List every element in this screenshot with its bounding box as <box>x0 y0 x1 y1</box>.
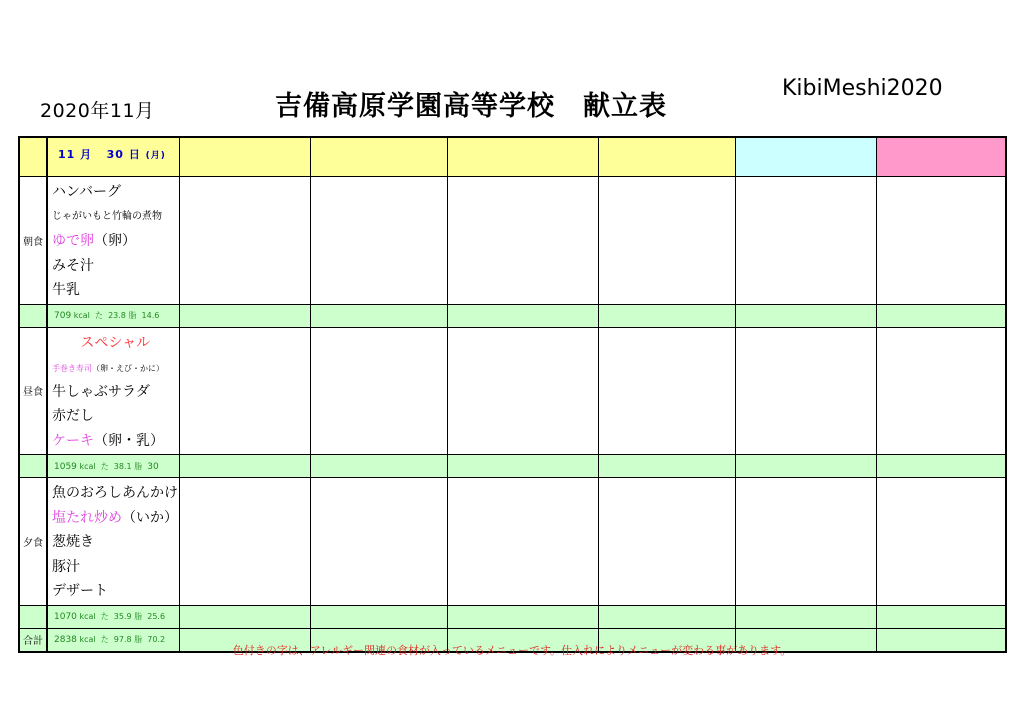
dinner-nutrition <box>47 605 179 628</box>
protein-unit: た <box>100 635 109 644</box>
empty-cell <box>179 327 310 455</box>
menu-item: 豚汁 <box>52 558 80 575</box>
empty-cell <box>310 177 447 305</box>
empty-cell <box>179 605 310 628</box>
fat-value: 14.6 <box>141 311 160 320</box>
empty-cell <box>447 327 598 455</box>
allergen-note: （いか） <box>122 509 178 526</box>
menu-item: 魚のおろしあんかけ <box>52 485 178 501</box>
day-month-unit: 月 <box>80 148 93 161</box>
header-corner <box>19 137 47 177</box>
fat-value: 25.6 <box>147 612 166 621</box>
kcal-unit: kcal <box>79 635 96 644</box>
allergen-note: （卵・えび・かに） <box>92 364 164 373</box>
dinner-row <box>19 478 1006 606</box>
protein-unit: た <box>94 311 103 320</box>
empty-cell <box>735 478 876 606</box>
empty-cell <box>735 327 876 455</box>
nutrition-corner <box>19 605 47 628</box>
day-header-row <box>19 137 1006 177</box>
kcal-value: 1070 <box>54 612 77 622</box>
lunch-nutrition <box>47 455 179 478</box>
kcal-unit: kcal <box>79 612 96 621</box>
lunch-nutrition-row <box>19 455 1006 478</box>
fat-unit: 脂 <box>134 461 143 471</box>
day-cell-2 <box>179 137 310 177</box>
protein-unit: た <box>100 461 109 471</box>
kcal-value: 2838 <box>54 635 77 645</box>
empty-cell <box>310 327 447 455</box>
menu-item: 牛乳 <box>52 282 80 298</box>
menu-item <box>52 230 179 255</box>
fat-unit: 脂 <box>134 635 143 644</box>
protein-value: 38.1 <box>113 461 132 471</box>
nutrition-corner <box>19 455 47 478</box>
breakfast-nutrition-row <box>19 304 1006 327</box>
nutrition-corner <box>19 304 47 327</box>
brand-label: KibiMeshi2020 <box>782 76 943 101</box>
allergen-note: （卵） <box>94 233 136 249</box>
empty-cell <box>310 605 447 628</box>
menu-item: デザート <box>52 583 108 599</box>
breakfast-label: 朝食 <box>19 177 47 305</box>
kcal-unit: kcal <box>73 311 90 320</box>
allergy-note: 色付きの字は、アレルギー関連の食材が入っているメニューです。仕入れによりメニューが変わる事があります。 <box>232 644 792 657</box>
empty-cell <box>310 478 447 606</box>
empty-cell <box>735 304 876 327</box>
fat-unit: 脂 <box>128 311 137 320</box>
empty-cell <box>598 304 735 327</box>
menu-item <box>52 507 179 532</box>
menu-item: じゃがいもと竹輪の煮物 <box>52 210 162 222</box>
protein-value: 35.9 <box>113 612 132 621</box>
day-month: 11 <box>58 148 76 161</box>
menu-item: ハンバーグ <box>52 184 122 200</box>
empty-cell <box>876 605 1006 628</box>
empty-cell <box>310 304 447 327</box>
menu-item: 赤だし <box>52 408 94 424</box>
day-date-unit: 日 <box>128 148 141 161</box>
menu-item <box>52 430 179 455</box>
empty-cell <box>598 327 735 455</box>
menu-item: 牛しゃぶサラダ <box>52 383 150 400</box>
empty-cell <box>598 455 735 478</box>
empty-cell <box>447 478 598 606</box>
dinner-menu <box>47 478 179 606</box>
allergen-item: ケーキ <box>52 432 94 449</box>
kcal-value: 709 <box>54 311 72 321</box>
menu-item <box>52 356 179 381</box>
empty-cell <box>735 177 876 305</box>
empty-cell <box>876 304 1006 327</box>
allergen-item: ゆで卵 <box>52 233 94 249</box>
day-cell-5 <box>598 137 735 177</box>
dinner-nutrition-row <box>19 605 1006 628</box>
menu-item: みそ汁 <box>52 257 94 274</box>
empty-cell <box>447 304 598 327</box>
empty-cell <box>179 304 310 327</box>
menu-table <box>18 136 1007 653</box>
page-title: 吉備高原学園高等学校 献立表 <box>275 91 667 122</box>
day-cell-7 <box>876 137 1006 177</box>
fat-value: 30 <box>147 461 159 472</box>
lunch-menu <box>47 327 179 455</box>
lunch-label: 昼食 <box>19 327 47 455</box>
empty-cell <box>876 478 1006 606</box>
month-label: 2020年11月 <box>40 100 155 122</box>
empty-cell <box>179 177 310 305</box>
empty-cell <box>179 455 310 478</box>
empty-cell <box>179 478 310 606</box>
empty-cell <box>447 177 598 305</box>
kcal-unit: kcal <box>79 461 96 471</box>
day-cell-1 <box>47 137 179 177</box>
kcal-value: 1059 <box>54 461 77 472</box>
empty-cell <box>598 177 735 305</box>
day-cell-3 <box>310 137 447 177</box>
menu-item: 葱焼き <box>52 534 94 550</box>
protein-unit: た <box>100 612 109 621</box>
protein-value: 97.8 <box>113 635 132 644</box>
day-weekday: (月) <box>145 151 166 161</box>
empty-cell <box>876 455 1006 478</box>
allergen-item: 塩たれ炒め <box>52 509 122 526</box>
total-label: 合計 <box>19 628 47 652</box>
empty-cell <box>310 455 447 478</box>
dinner-label: 夕食 <box>19 478 47 606</box>
protein-value: 23.8 <box>108 311 126 320</box>
fat-unit: 脂 <box>134 612 143 621</box>
breakfast-nutrition <box>47 304 179 327</box>
breakfast-row <box>19 177 1006 305</box>
empty-cell <box>876 177 1006 305</box>
allergen-note: （卵・乳） <box>94 432 164 449</box>
empty-cell <box>447 455 598 478</box>
lunch-row <box>19 327 1006 455</box>
day-cell-6 <box>735 137 876 177</box>
empty-cell <box>876 327 1006 455</box>
empty-cell <box>735 605 876 628</box>
day-date: 30 <box>106 148 124 161</box>
empty-cell <box>447 605 598 628</box>
breakfast-menu <box>47 177 179 305</box>
empty-cell <box>735 455 876 478</box>
empty-cell <box>598 478 735 606</box>
day-cell-4 <box>447 137 598 177</box>
allergen-item: 手巻き寿司 <box>52 364 92 373</box>
fat-value: 70.2 <box>147 635 166 644</box>
menu-item: スペシャル <box>80 334 151 351</box>
empty-cell <box>598 605 735 628</box>
